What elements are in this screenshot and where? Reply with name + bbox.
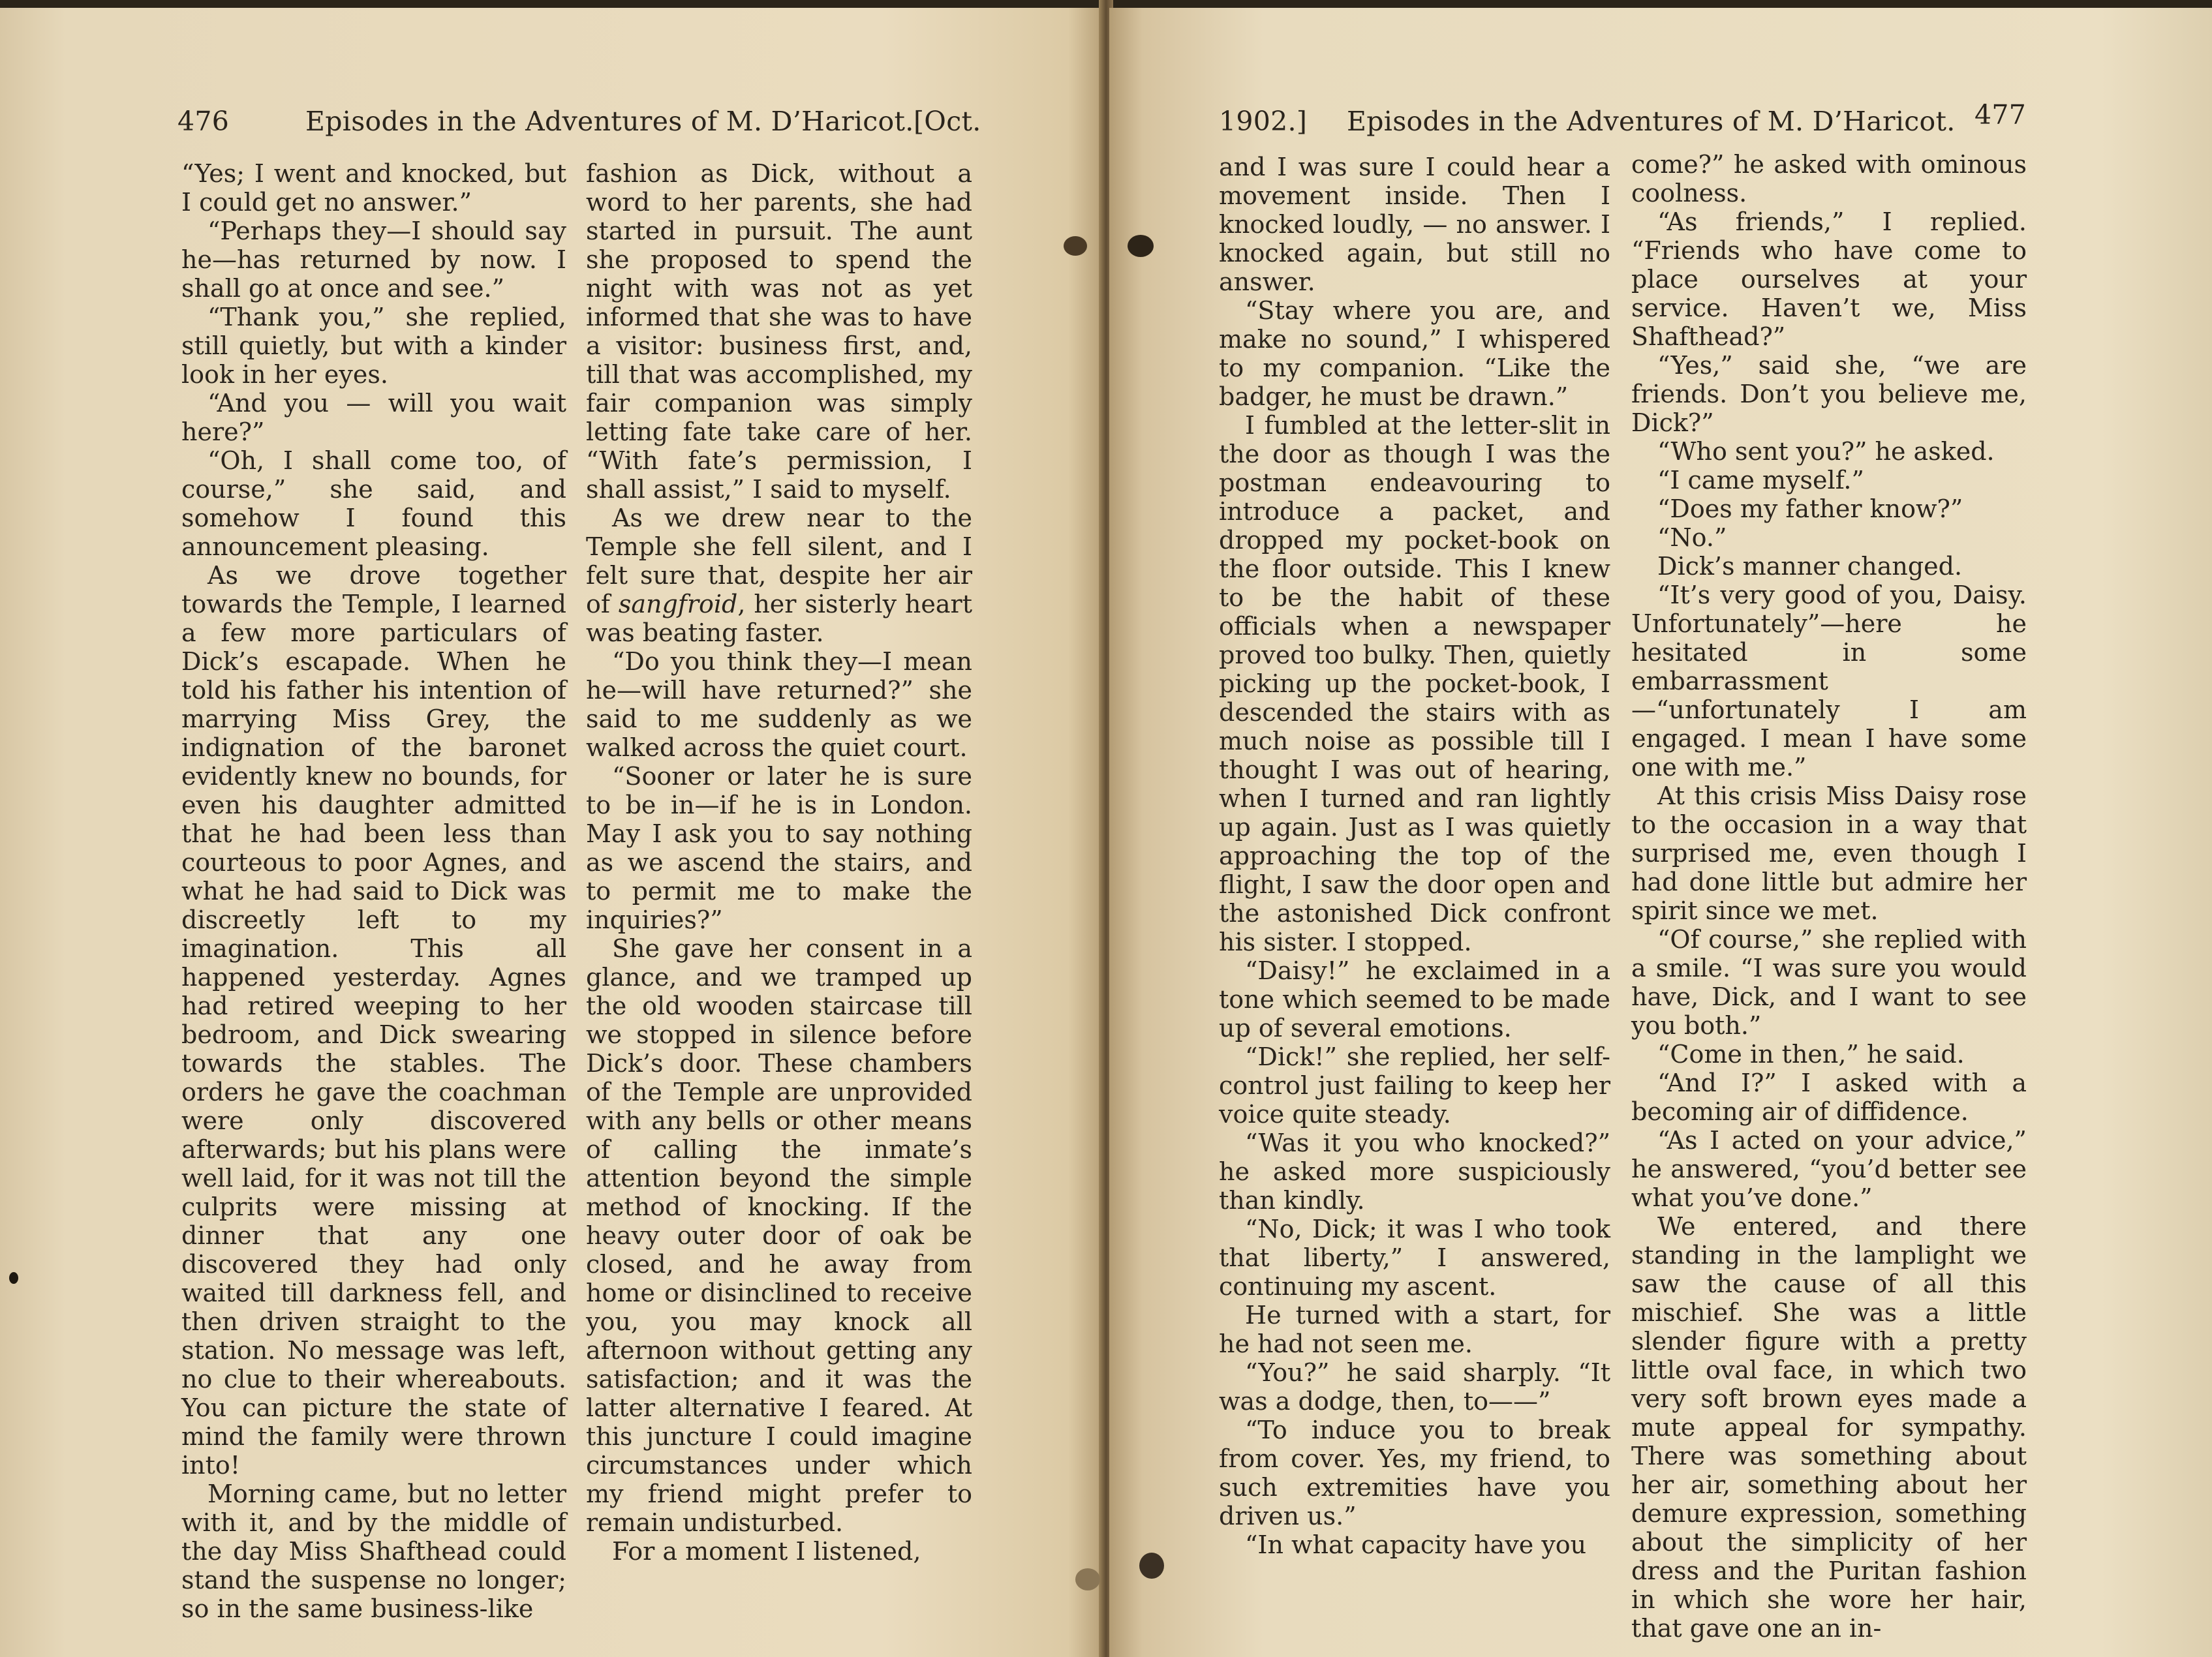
right-running-title: Episodes in the Adventures of M. D’Haricot. (1347, 106, 1956, 137)
left-page (0, 8, 1101, 1657)
paragraph: “As I acted on your advice,” he answered, “you’d better see what you’ve done.” (1631, 1126, 2027, 1212)
paragraph: As we drove together towards the Temple, I learned a few more particulars of Dick’s escapade. When he told his father his intention of marrying Miss Grey, the indignation of the baronet evidently knew no bounds, for even his daughter admitted that he had been less than courteous to poor Agnes, and what he had said to Dick was discreetly left to my imagination. This all happened yesterday. Agnes had retired weeping to her bedroom, and Dick swearing towards the stables. The orders he gave the coachman were only discovered afterwards; but his plans were well laid, for it was not till the culprits were missing at dinner that any one discovered they had only waited till darkness fell, and then driven straight to the station. No message was left, no clue to their whereabouts. You can picture the state of mind the family were thrown into! (181, 561, 566, 1480)
paragraph: “Of course,” she replied with a smile. “I was sure you would have, Dick, and I want to see you both.” (1631, 925, 2027, 1040)
paragraph: He turned with a start, for he had not seen me. (1219, 1301, 1610, 1358)
binding-hole-mark (1139, 1553, 1164, 1579)
paragraph: “As friends,” I replied. “Friends who have come to place ourselves at your service. Haven’t we, Miss Shafthead?” (1631, 207, 2027, 351)
paragraph: “Oh, I shall come too, of course,” she said, and somehow I found this announcement pleasing. (181, 446, 566, 561)
paragraph: We entered, and there standing in the lamplight we saw the cause of all this mischief. She was a little slender figure with a pretty little oval face, in which two very soft brown eyes made a mute appeal for sympathy. There was something about her air, something about her demure expression, something about the simplicity of her dress and the Puritan fashion in which she wore her hair, that gave one an in- (1631, 1212, 2027, 1643)
right-column-1 (1219, 153, 1610, 1559)
left-column-1 (181, 159, 566, 1623)
paragraph: “Come in then,” he said. (1657, 1040, 1965, 1069)
paragraph: I fumbled at the letter-slit in the door as though I was the postman endeavouring to introduce a packet, and dropped my pocket-book on the floor outside. This I knew to be the habit of these officials when a newspaper proved too bulky. Then, quietly picking up the pocket-book, I descended the stairs with as much noise as possible till I thought I was out of hearing, when I turned and ran lightly up again. Just as I was quietly approaching the top of the flight, I saw the door open and the astonished Dick confront his sister. I stopped. (1219, 411, 1610, 956)
paragraph: As we drew near to the Temple she fell silent, and I felt sure that, despite her air of sangfroid, her sisterly heart was beating faster. (586, 504, 972, 647)
right-column-2 (1631, 150, 2027, 1643)
paragraph: “Who sent you?” he asked. (1657, 437, 1995, 466)
paragraph: “Does my father know?” (1657, 494, 1963, 523)
paragraph: “To induce you to break from cover. Yes, my friend, to such extremities have you driven us.” (1219, 1416, 1610, 1530)
paragraph: “Yes; I went and knocked, but I could get no answer.” (181, 159, 566, 217)
paragraph: come?” he asked with ominous coolness. (1631, 150, 2027, 207)
right-running-year: 1902.] (1219, 106, 1308, 137)
left-running-title: Episodes in the Adventures of M. D’Haricot. (305, 106, 914, 137)
paragraph: “Daisy!” he exclaimed in a tone which seemed to be made up of several emotions. (1219, 956, 1610, 1042)
italic-word: sangfroid (618, 590, 738, 618)
paragraph: “I came myself.” (1657, 466, 1864, 494)
paragraph: “Yes,” said she, “we are friends. Don’t you believe me, Dick?” (1631, 351, 2027, 437)
paragraph: Dick’s manner changed. (1657, 552, 1963, 581)
paragraph: “You?” he said sharply. “It was a dodge, then, to——” (1219, 1358, 1610, 1416)
paragraph: “In what capacity have you (1245, 1530, 1587, 1559)
left-page-number: 476 (177, 106, 230, 137)
binding-hole-mark (1075, 1568, 1100, 1590)
paragraph: “Dick!” she replied, her self-control just failing to keep her voice quite steady. (1219, 1042, 1610, 1129)
paragraph: She gave her consent in a glance, and we tramped up the old wooden staircase till we stopped in silence before Dick’s door. These chambers of the Temple are unprovided with any bells or other means of calling the inmate’s attention beyond the simple method of knocking. If the heavy outer door of oak be closed, and he away from home or disinclined to receive you, you may knock all afternoon without getting any satisfaction; and it was the latter alternative I feared. At this juncture I could imagine circumstances under which my friend might prefer to remain undisturbed. (586, 934, 972, 1537)
right-page (1109, 8, 2212, 1657)
binding-hole-mark (1064, 236, 1087, 256)
paragraph: “No.” (1657, 523, 1727, 552)
paragraph: At this crisis Miss Daisy rose to the occasion in a way that surprised me, even though I had done little but admire her spirit since we met. (1631, 782, 2027, 925)
paragraph: “Sooner or later he is sure to be in—if he is in London. May I ask you to say nothing as we ascend the stairs, and to permit me to make the inquiries?” (586, 762, 972, 934)
paragraph: “It’s very good of you, Daisy. Unfortunately”—here he hesitated in some embarrassment—“unfortunately I am engaged. I mean I have some one with me.” (1631, 581, 2027, 782)
paragraph: “And you — will you wait here?” (181, 389, 566, 446)
paragraph: Morning came, but no letter with it, and by the middle of the day Miss Shafthead could stand the suspense no longer; so in the same business-like (181, 1480, 566, 1623)
paragraph: “Thank you,” she replied, still quietly, but with a kinder look in her eyes. (181, 303, 566, 389)
paragraph: “No, Dick; it was I who took that liberty,” I answered, continuing my ascent. (1219, 1215, 1610, 1301)
paragraph: and I was sure I could hear a movement inside. Then I knocked loudly, — no answer. I knocked again, but still no answer. (1219, 153, 1610, 296)
paragraph: fashion as Dick, without a word to her parents, she had started in pursuit. The aunt she proposed to spend the night with was not as yet informed that she was to have a visitor: business first, and, till that was accomplished, my fair companion was simply letting fate take care of her. “With fate’s permission, I shall assist,” I said to myself. (586, 159, 972, 504)
left-running-month: [Oct. (914, 106, 981, 137)
left-column-2 (586, 159, 972, 1566)
paragraph: For a moment I listened, (612, 1537, 921, 1566)
binding-hole-mark (1128, 235, 1154, 257)
ink-speck (9, 1272, 18, 1284)
paragraph: “Stay where you are, and make no sound,” I whispered to my companion. “Like the badger, he must be drawn.” (1219, 296, 1610, 411)
paragraph: “And I?” I asked with a becoming air of diffidence. (1631, 1069, 2027, 1126)
paragraph: “Perhaps they—I should say he—has returned by now. I shall go at once and see.” (181, 217, 566, 303)
paragraph: “Do you think they—I mean he—will have returned?” she said to me suddenly as we walked across the quiet court. (586, 647, 972, 762)
paragraph: “Was it you who knocked?” he asked more suspiciously than kindly. (1219, 1129, 1610, 1215)
right-page-number: 477 (1974, 99, 2027, 130)
